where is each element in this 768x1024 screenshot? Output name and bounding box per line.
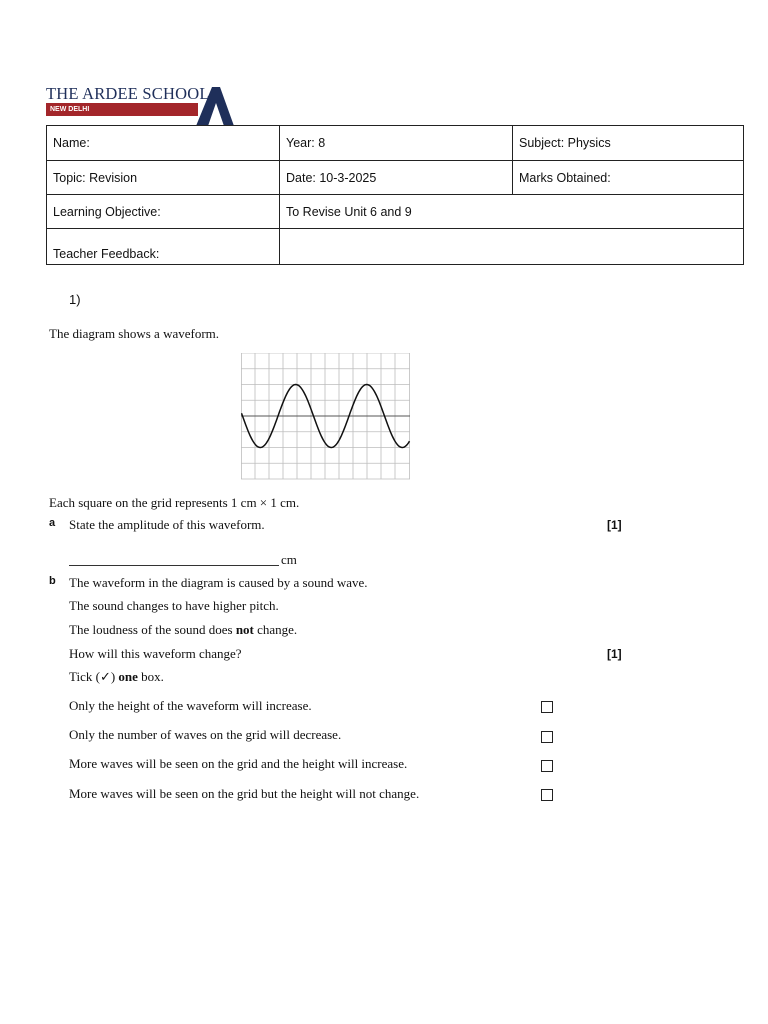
part-b-marks: [1] [607,647,622,661]
tick-bold: one [118,669,138,684]
line3-bold: not [235,622,254,637]
marks-cell: Marks Obtained: [513,161,744,195]
part-b-line4: How will this waveform change? [69,646,242,661]
option-1-text: Only the height of the waveform will increase. [69,698,312,713]
topic-cell: Topic: Revision [47,161,280,195]
part-a-marks: [1] [607,518,622,532]
feedback-value-cell[interactable] [280,229,744,265]
option-4-text: More waves will be seen on the grid but the height will not change. [69,786,420,801]
part-b-letter: b [49,575,56,587]
feedback-label-cell: Teacher Feedback: [47,229,280,265]
answer-line[interactable] [69,565,279,566]
grid-note: Each square on the grid represents 1 cm × 1 cm. [49,495,300,510]
part-b-line2: The sound changes to have higher pitch. [69,598,279,613]
part-b-line3 [69,622,297,638]
tick-instruction [69,669,164,685]
tick-post: box. [137,669,164,684]
objective-value-cell: To Revise Unit 6 and 9 [280,195,744,229]
answer-unit: cm [281,552,297,567]
logo-a-mark-icon [192,86,236,128]
option-1-checkbox[interactable] [541,701,553,713]
option-3-text: More waves will be seen on the grid and the height will increase. [69,756,408,771]
option-4-checkbox[interactable] [541,789,553,801]
name-cell: Name: [47,126,280,161]
school-location: NEW DELHI [50,106,90,113]
year-cell: Year: 8 [280,126,513,161]
question-number: 1) [69,292,81,307]
tick-pre: Tick (✓) [69,669,119,684]
question-intro: The diagram shows a waveform. [49,326,220,341]
logo-bar [46,103,198,116]
objective-label-cell: Learning Objective: [47,195,280,229]
school-logo [46,84,236,128]
date-cell: Date: 10-3-2025 [280,161,513,195]
option-2-text: Only the number of waves on the grid will decrease. [69,727,342,742]
option-2-checkbox[interactable] [541,731,553,743]
part-b-line1: The waveform in the diagram is caused by a sound wave. [69,575,368,590]
part-a-text: State the amplitude of this waveform. [69,517,265,532]
option-3-checkbox[interactable] [541,760,553,772]
student-info-table [46,125,744,265]
subject-cell: Subject: Physics [513,126,744,161]
school-name: THE ARDEE SCHOOL [46,84,210,103]
line3-pre: The loudness of the sound does [69,622,236,637]
part-a-letter: a [49,517,56,529]
waveform-diagram [241,353,411,481]
line3-post: change. [253,622,298,637]
